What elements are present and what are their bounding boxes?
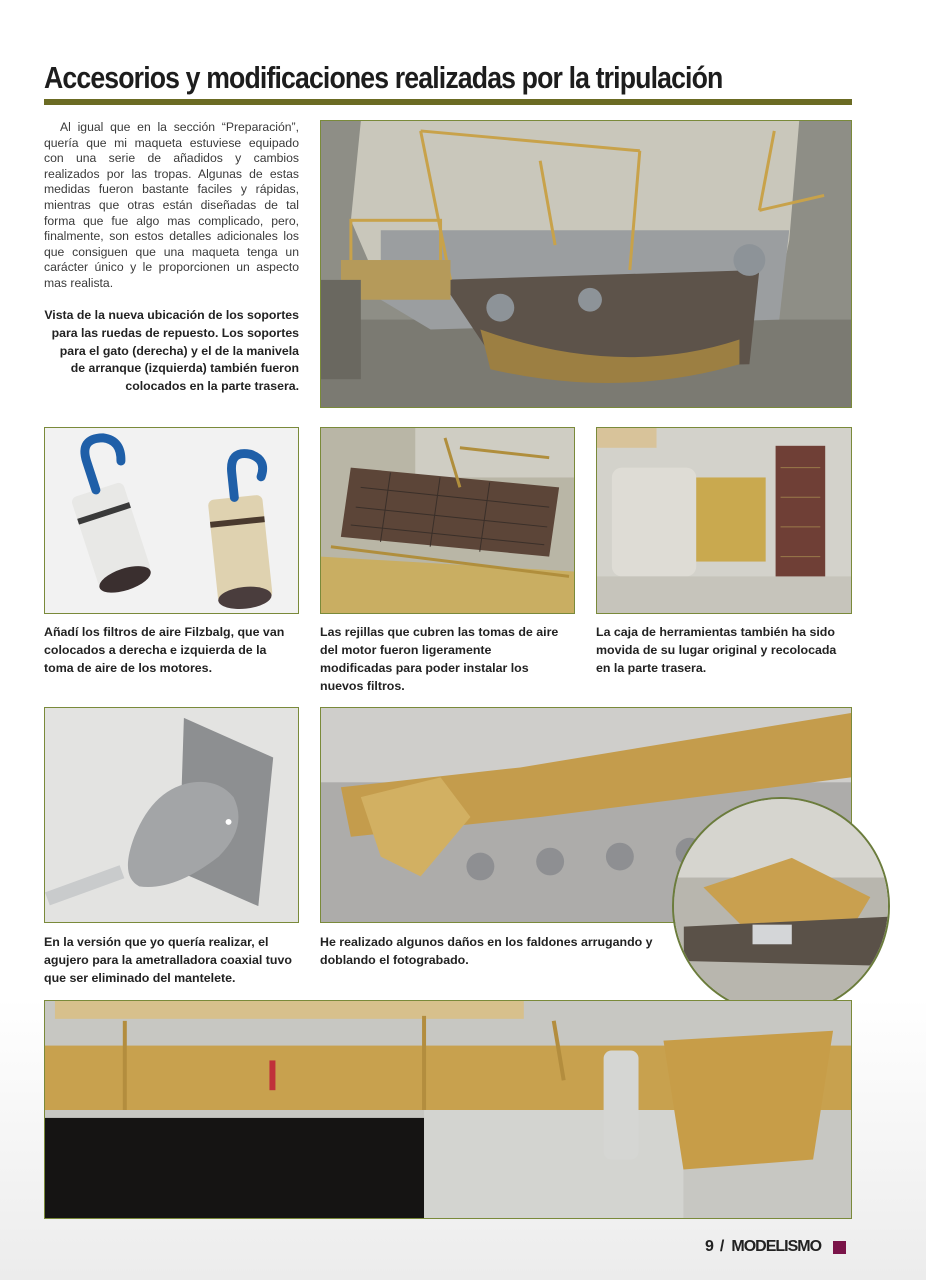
magazine-name xyxy=(730,1238,821,1256)
intro-paragraph: Al igual que en la sección “Preparación”, quería que mi maqueta estuviese equipado con una serie de añadidos y cambios realizados por las tropas. Algunas de estas medidas fueron bastante faciles y rápidas, mientras que otras están diseñadas de tal forma que fue algo mas complicado, pero, finalmente, son estos detalles adicionales los que consiguen que una maqueta tenga un carácter único y le proporcionen un aspecto mas realista. xyxy=(44,120,299,290)
photo-filzbalg-filters xyxy=(44,427,299,614)
title-rule xyxy=(44,99,852,105)
photo-damaged-skirts-detail xyxy=(672,797,890,1015)
photo-bottom-panorama xyxy=(44,1000,852,1219)
brand-square-icon xyxy=(833,1241,846,1254)
photo-toolbox xyxy=(596,427,852,614)
caption-skirts: He realizado algunos daños en los faldones arrugando y doblando el fotograbado. xyxy=(320,935,653,967)
photo-mantlet xyxy=(44,707,299,923)
page-number: 9 xyxy=(705,1238,714,1255)
photo-rear-spare-wheel-supports xyxy=(320,120,852,408)
caption-mantlet: En la versión que yo quería realizar, el agujero para la ametralladora coaxial tuvo que ser eliminado del mantelete. xyxy=(44,935,292,985)
magazine-title: MODELISMO xyxy=(731,1238,822,1255)
footer-separator: / xyxy=(719,1238,725,1255)
lead-photo-caption: Vista de la nueva ubicación de los soportes para las ruedas de repuesto. Los soportes para el gato (derecha) y el de la manivela de arranque (izquierda) también fueron colocados en la parte trasera. xyxy=(44,308,299,394)
caption-grilles: Las rejillas que cubren las tomas de aire del motor fueron ligeramente modificadas para poder instalar los nuevos filtros. xyxy=(320,625,559,693)
page-title: Accesorios y modificaciones realizadas por la tripulación xyxy=(44,60,723,95)
caption-filters: Añadí los filtros de aire Filzbalg, que van colocados a derecha e izquierda de la toma de aire de los motores. xyxy=(44,625,285,675)
caption-toolbox: La caja de herramientas también ha sido movida de su lugar original y recolocada en la parte trasera. xyxy=(596,625,837,675)
photo-engine-grilles xyxy=(320,427,575,614)
page-footer xyxy=(705,1238,846,1256)
